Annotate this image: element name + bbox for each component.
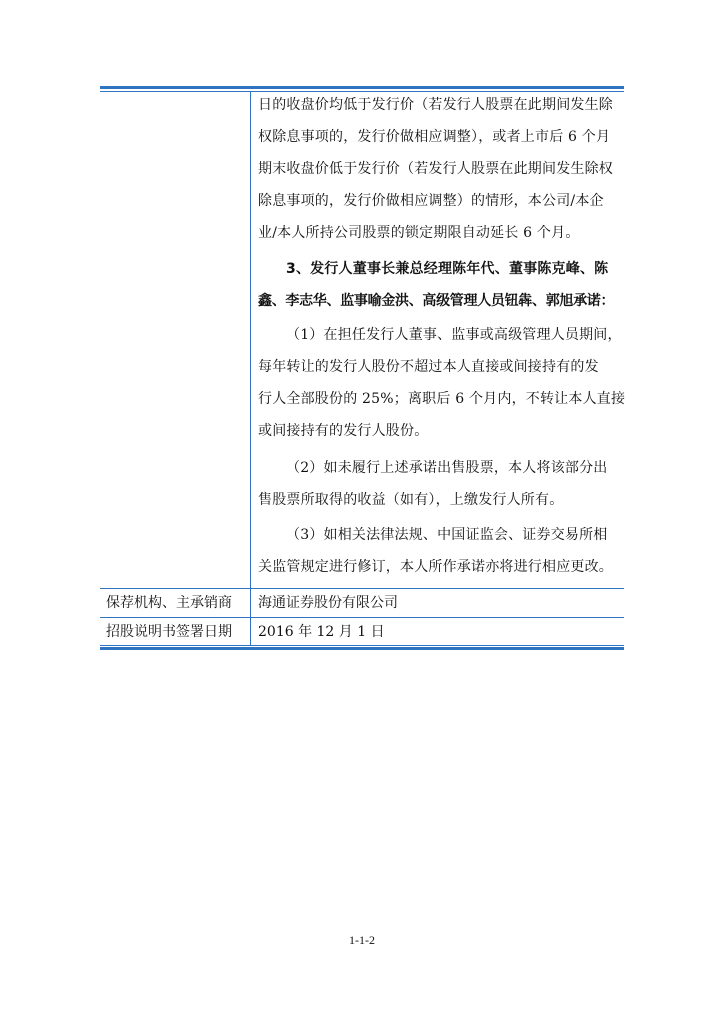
paragraph-line: 日的收盘价均低于发行价（若发行人股票在此期间发生除 — [258, 97, 613, 113]
paragraph-line: （2）如未履行上述承诺出售股票，本人将该部分出 — [286, 460, 608, 476]
paragraph-line: （1）在担任发行人董事、监事或高级管理人员期间， — [286, 327, 622, 343]
page-number: 1-1-2 — [349, 933, 375, 947]
table-top-rule-thick — [100, 86, 624, 89]
paragraph-line: 期末收盘价低于发行价（若发行人股票在此期间发生除权 — [258, 161, 613, 177]
table-top-rule-thin — [100, 91, 624, 92]
paragraph-line: （3）如相关法律法规、中国证监会、证券交易所相 — [286, 527, 608, 543]
table-row-divider — [100, 588, 624, 589]
paragraph-line: 业/本人所持公司股票的锁定期限自动延长 6 个月。 — [258, 225, 580, 241]
paragraph-line: 除息事项的，发行价做相应调整）的情形，本公司/本企 — [258, 193, 604, 209]
paragraph-line: 售股票所取得的收益（如有），上缴发行人所有。 — [258, 492, 564, 508]
table-row-divider — [100, 617, 624, 618]
table-label-sponsor: 保荐机构、主承销商 — [106, 595, 232, 611]
table-column-divider — [250, 92, 251, 645]
table-value-sponsor: 海通证券股份有限公司 — [258, 595, 398, 611]
paragraph-line: 或间接持有的发行人股份。 — [258, 423, 429, 439]
paragraph-line: 每年转让的发行人股份不超过本人直接或间接持有的发 — [258, 359, 599, 375]
paragraph-line: 权除息事项的，发行价做相应调整），或者上市后 6 个月 — [258, 129, 611, 145]
section-heading: 3、发行人董事长兼总经理陈年代、董事陈克峰、陈 — [286, 261, 609, 277]
table-bottom-rule-thick — [100, 647, 624, 650]
paragraph-line: 关监管规定进行修订，本人所作承诺亦将进行相应更改。 — [258, 559, 613, 575]
paragraph-line: 行人全部股份的 25%；离职后 6 个月内，不转让本人直接 — [258, 391, 626, 407]
table-bottom-rule-thin — [100, 645, 624, 646]
table-label-sign-date: 招股说明书签署日期 — [106, 624, 232, 640]
table-value-sign-date: 2016 年 12 月 1 日 — [258, 624, 385, 640]
section-heading: 鑫、李志华、监事喻金洪、高级管理人员钮犇、郭旭承诺： — [258, 293, 615, 309]
